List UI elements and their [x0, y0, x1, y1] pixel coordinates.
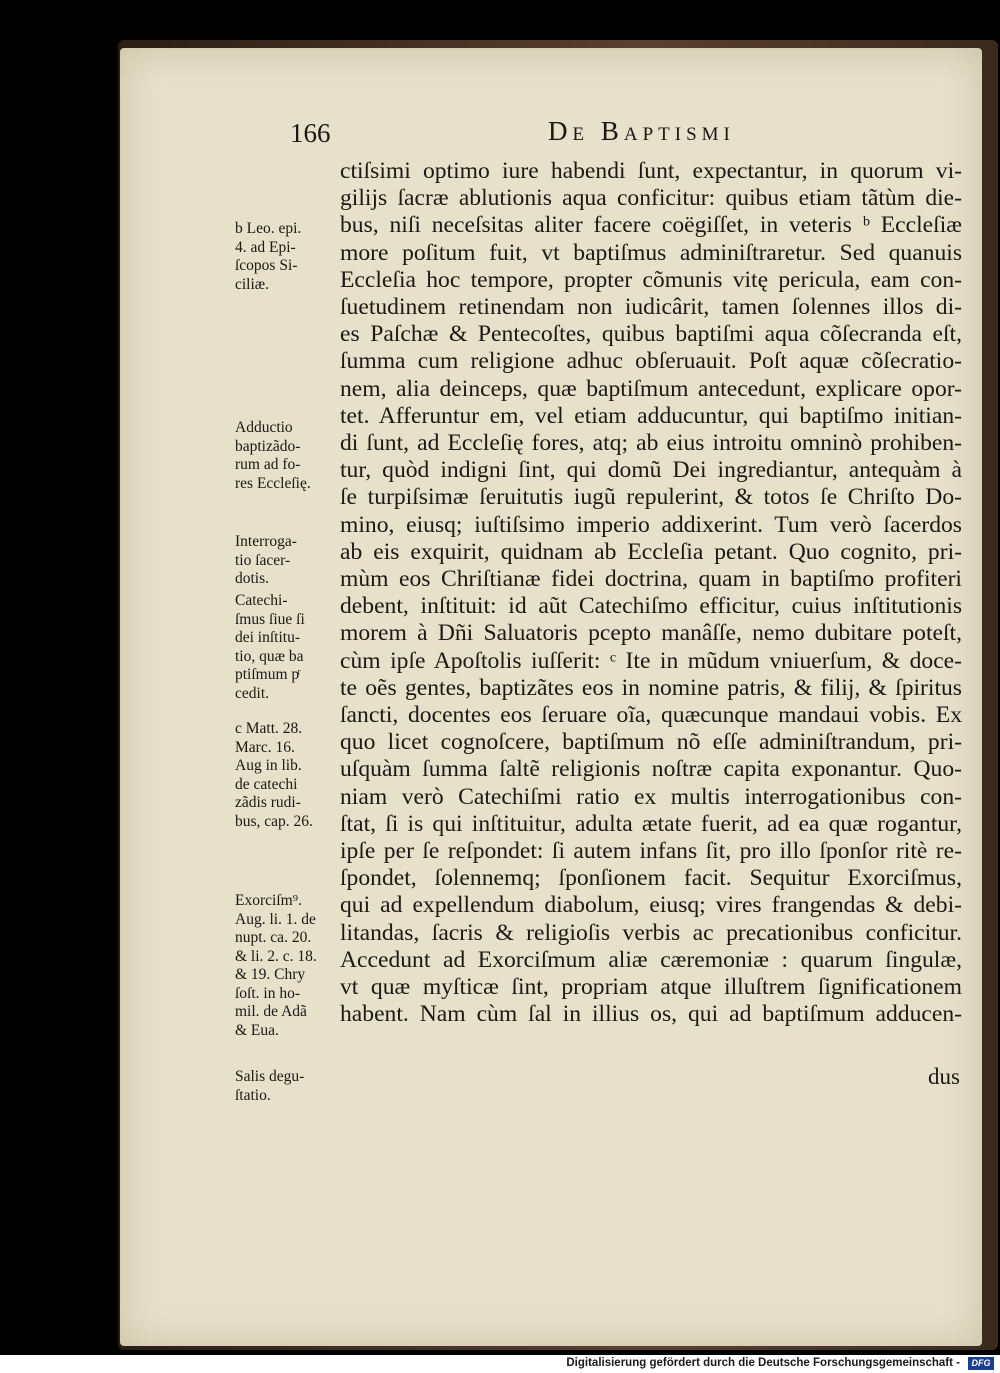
- text-line: ſtat, ſi is qui inſtituitur, adulta ætate fuerit, ad ea quæ rogantur,: [340, 810, 962, 837]
- margin-note-line: & Eua.: [235, 1021, 279, 1039]
- text-line: uſquàm ſumma ſaltẽ religionis noſtræ capita exponantur. Quo-: [340, 756, 962, 783]
- margin-note-line: Salis degu-: [235, 1068, 305, 1085]
- text-line: morem à Dñi Saluatoris pcepto manâſſe, nemo dubitare poteſt,: [340, 620, 962, 647]
- margin-note-line: baptizãdo-: [235, 437, 301, 455]
- text-line: te oẽs gentes, baptizãtes eos in nomine patris, & filij, & ſpiritus: [340, 674, 962, 701]
- margin-note-line: ſoſt. in ho-: [235, 984, 301, 1002]
- margin-note-line: tio ſacer-: [235, 551, 291, 569]
- text-line: ſumma cum religione adhuc obſeruauit. Poſt aquæ cõſecratio-: [340, 348, 962, 375]
- margin-note-line: res Eccleſię.: [235, 474, 311, 492]
- margin-note-leo: [235, 220, 337, 294]
- text-line: Accedunt ad Exorciſmum aliæ cæremoniæ : quarum ſingulæ,: [340, 946, 962, 973]
- margin-note-line: rum ad fo-: [235, 456, 301, 473]
- text-line: qui ad expellendum diabolum, eiusq; vires frangendas & debi-: [340, 892, 962, 919]
- text-line: debent, inſtituit: id aũt Catechiſmo efficitur, cuius inſtitutionis: [340, 593, 962, 620]
- text-line: mùm eos Chriſtianæ fidei doctrina, quam in baptiſmo profiteri: [340, 566, 962, 593]
- margin-note-line: Adductio: [235, 419, 293, 436]
- funding-credit: Digitalisierung gefördert durch die Deutsche Forschungsgemeinschaft -: [566, 1357, 960, 1369]
- margin-note-line: dotis.: [235, 570, 270, 587]
- margin-note-line: bus, cap. 26.: [235, 812, 313, 830]
- margin-note-interrogatio: [235, 533, 337, 589]
- margin-note-line: nupt. ca. 20.: [235, 929, 312, 946]
- text-line: di ſunt, ad Eccleſię fores, atq; ab eius introitu omninò prohiben-: [340, 430, 962, 457]
- margin-note-line: & li. 2. c. 18.: [235, 947, 317, 965]
- text-line: tur, quòd indigni ſint, qui domũ Dei ingrediantur, antequàm à: [340, 457, 962, 484]
- margin-note-line: mil. de Adã: [235, 1003, 307, 1020]
- running-head: De Baptismi: [548, 116, 735, 146]
- margin-note-line: b Leo. epi.: [235, 220, 302, 237]
- text-line: ſancti, docentes eos ſeruare oĩa, quæcunque mandaui vobis. Ex: [340, 702, 962, 729]
- margin-note-line: Catechi-: [235, 592, 288, 609]
- text-line: more poſitum fuit, vt baptiſmus adminiſtraretur. Sed quanuis: [340, 239, 962, 266]
- margin-note-line: Interroga-: [235, 533, 297, 550]
- margin-note-line: ptiſmum pͬ: [235, 666, 300, 683]
- margin-note-line: zãdis rudi-: [235, 794, 301, 811]
- text-line: tet. Afferuntur em, vel etiam adducuntur, qui baptiſmo initian-: [340, 402, 962, 429]
- margin-note-line: 4. ad Epi-: [235, 238, 296, 256]
- margin-note-catechismus: [235, 592, 337, 703]
- margin-note-line: ciliæ.: [235, 275, 270, 293]
- margin-note-matthew: [235, 720, 337, 831]
- page-number: 166: [290, 118, 331, 148]
- margin-note-line: cedit.: [235, 684, 269, 702]
- margin-note-line: Exorciſm⁹.: [235, 892, 302, 909]
- margin-note-line: Marc. 16.: [235, 738, 295, 756]
- margin-note-exorcismus: [235, 892, 337, 1040]
- catchword: dus: [928, 1064, 960, 1089]
- margin-note-line: dei inſtitu-: [235, 629, 301, 646]
- margin-note-line: c Matt. 28.: [235, 720, 303, 737]
- text-line: habent. Nam cùm ſal in illius os, qui ad baptiſmum adducen-: [340, 1001, 962, 1028]
- text-line: ab eis exquirit, quidnam ab Eccleſia petant. Quo cognito, pri-: [340, 538, 962, 565]
- text-line: bus, niſi neceſsitas aliter facere coëgiſſet, in veteris ᵇ Eccleſiæ: [340, 212, 962, 239]
- text-line: ſuetudinem retinendam non iudicârit, tamen ſolennes illos di-: [340, 294, 962, 321]
- margin-note-line: ſcopos Si-: [235, 257, 298, 274]
- margin-note-line: Aug. li. 1. de: [235, 910, 316, 928]
- text-line: Eccleſia hoc tempore, propter cõmunis vitę pericula, eam con-: [340, 266, 962, 293]
- margin-note-line: ſmus ſiue ſi: [235, 610, 305, 628]
- margin-note-line: ſtatio.: [235, 1086, 271, 1104]
- text-line: cùm ipſe Apoſtolis iuſſerit: ᶜ Ite in mũdum vniuerſum, & doce-: [340, 647, 962, 674]
- text-line: nem, alia deinceps, quæ baptiſmum antecedunt, explicare opor-: [340, 375, 962, 402]
- margin-note-line: Aug in lib.: [235, 757, 302, 774]
- margin-note-line: de catechi: [235, 775, 298, 793]
- text-line: niam verò Catechiſmi ratio ex multis interrogationibus con-: [340, 783, 962, 810]
- text-line: ctiſsimi optimo iure habendi ſunt, expectantur, in quorum vi-: [340, 158, 962, 184]
- dfg-logo-icon: DFG: [968, 1357, 994, 1370]
- margin-note-salis: [235, 1068, 337, 1105]
- margin-note-line: & 19. Chry: [235, 966, 306, 983]
- text-line: quo licet cognoſcere, baptiſmum nõ eſſe adminiſtrandum, pri-: [340, 729, 962, 756]
- text-line: ſpondet, ſolennemq; ſponſionem facit. Sequitur Exorciſmus,: [340, 865, 962, 892]
- text-line: vt quæ myſticæ ſint, propriam atque illuſtrem ſignificationem: [340, 974, 962, 1001]
- text-line: litandas, ſacris & religioſis verbis ac precationibus conficitur.: [340, 919, 962, 946]
- margin-note-line: tio, quæ ba: [235, 647, 304, 665]
- text-line: ſe turpiſsimæ ſeruitutis iugũ repulerint, & totos ſe Chriſto Do-: [340, 484, 962, 511]
- text-line: mino, eiusq; iuſtiſsimo imperio addixerint. Tum verò ſacerdos: [340, 511, 962, 538]
- text-line: gilijs ſacræ ablutionis aqua conficitur: quibus etiam tãtùm die-: [340, 185, 962, 212]
- text-line: es Paſchæ & Pentecoſtes, quibus baptiſmi aqua cõſecranda eſt,: [340, 321, 962, 348]
- text-line: ipſe per ſe reſpondet: ſi autem infans ſit, pro illo ſponſor ritè re-: [340, 838, 962, 865]
- main-text-block: [340, 158, 962, 1029]
- margin-note-adductio: [235, 419, 337, 493]
